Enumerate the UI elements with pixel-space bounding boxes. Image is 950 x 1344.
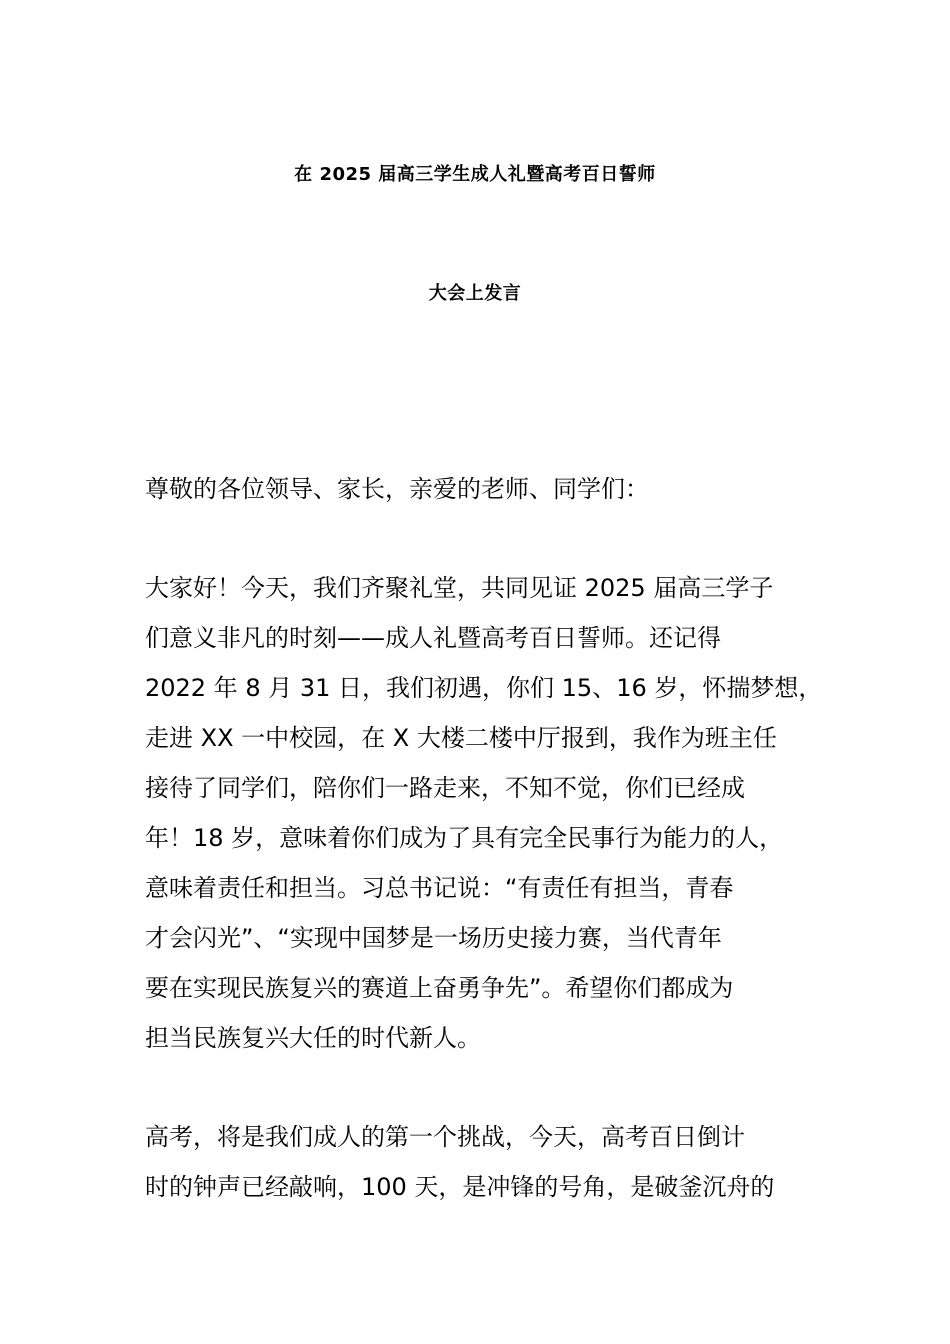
paragraph-1-line-5: 接待了同学们，陪你们一路走来，不知不觉，你们已经成 bbox=[145, 774, 745, 802]
paragraph-2-line-2: 时的钟声已经敲响，100 天，是冲锋的号角，是破釜沉舟的 bbox=[145, 1173, 775, 1201]
paragraph-1-line-8: 才会闪光”、“实现中国梦是一场历史接力赛，当代青年 bbox=[145, 924, 722, 952]
paragraph-1-line-10: 担当民族复兴大任的时代新人。 bbox=[145, 1024, 481, 1052]
paragraph-2-line-1: 高考，将是我们成人的第一个挑战，今天，高考百日倒计 bbox=[145, 1123, 745, 1151]
paragraph-1-line-6: 年！18 岁，意味着你们成为了具有完全民事行为能力的人， bbox=[145, 824, 784, 852]
paragraph-1-line-3: 2022 年 8 月 31 日，我们初遇，你们 15、16 岁，怀揣梦想， bbox=[145, 674, 823, 702]
salutation: 尊敬的各位领导、家长，亲爱的老师、同学们： bbox=[145, 475, 649, 503]
paragraph-1-line-4: 走进 XX 一中校园，在 X 大楼二楼中厅报到，我作为班主任 bbox=[145, 724, 777, 752]
paragraph-1-line-2: 们意义非凡的时刻——成人礼暨高考百日誓师。还记得 bbox=[145, 624, 721, 652]
paragraph-1-line-1: 大家好！今天，我们齐聚礼堂，共同见证 2025 届高三学子 bbox=[145, 574, 774, 602]
document-title-line-1: 在 2025 届高三学生成人礼暨高考百日誓师 bbox=[294, 164, 656, 185]
document-title-line-2: 大会上发言 bbox=[428, 283, 522, 304]
paragraph-1-line-7: 意味着责任和担当。习总书记说：“有责任有担当，青春 bbox=[145, 874, 734, 902]
paragraph-1-line-9: 要在实现民族复兴的赛道上奋勇争先”。希望你们都成为 bbox=[145, 974, 734, 1002]
